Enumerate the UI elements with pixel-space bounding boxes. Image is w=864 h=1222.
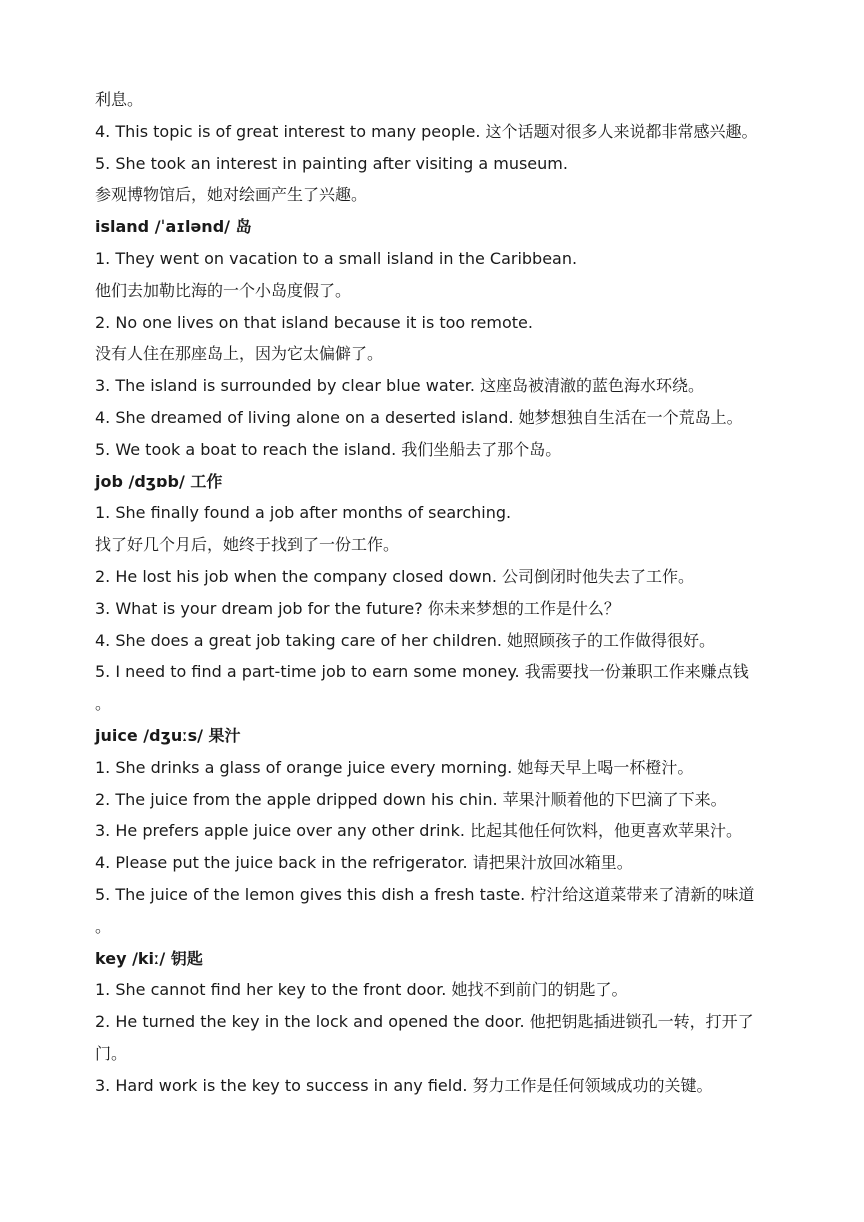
- example-sentence: 3. Hard work is the key to success in any field. 努力工作是任何领域成功的关键。: [95, 1075, 713, 1095]
- example-sentence: 3. The island is surrounded by clear blue water. 这座岛被清澈的蓝色海水环绕。: [95, 376, 705, 396]
- vocab-heading-island: island /ˈaɪlənd/ 岛: [95, 217, 252, 237]
- document-page: [95, 84, 785, 1102]
- example-sentence: 2. The juice from the apple dripped down his chin. 苹果汁顺着他的下巴滴了下来。: [95, 789, 727, 809]
- example-sentence: 5. She took an interest in painting after visiting a museum.: [95, 153, 568, 173]
- translation-line: 没有人住在那座岛上，因为它太偏僻了。: [95, 344, 384, 364]
- example-sentence: 4. She does a great job taking care of her children. 她照顾孩子的工作做得很好。: [95, 630, 716, 650]
- text-line: 。: [95, 916, 112, 936]
- example-sentence: 1. They went on vacation to a small island in the Caribbean.: [95, 248, 578, 268]
- example-sentence: 5. I need to find a part-time job to earn some money. 我需要找一份兼职工作来赚点钱: [95, 662, 749, 682]
- vocab-heading-key: key /kiː/ 钥匙: [95, 948, 203, 968]
- example-sentence: 4. Please put the juice back in the refrigerator. 请把果汁放回冰箱里。: [95, 853, 633, 873]
- example-sentence: 3. What is your dream job for the future? 你未来梦想的工作是什么？: [95, 598, 620, 618]
- translation-line: 参观博物馆后，她对绘画产生了兴趣。: [95, 185, 368, 205]
- example-sentence: 1. She finally found a job after months of searching.: [95, 503, 512, 523]
- example-sentence: 4. This topic is of great interest to many people. 这个话题对很多人来说都非常感兴趣。: [95, 121, 758, 141]
- example-sentence: 4. She dreamed of living alone on a deserted island. 她梦想独自生活在一个荒岛上。: [95, 407, 743, 427]
- example-sentence: 5. The juice of the lemon gives this dish a fresh taste. 柠汁给这道菜带来了清新的味道: [95, 884, 755, 904]
- example-sentence: 3. He prefers apple juice over any other drink. 比起其他任何饮料，他更喜欢苹果汁。: [95, 821, 743, 841]
- example-sentence: 2. He turned the key in the lock and opened the door. 他把钥匙插进锁孔一转，打开了: [95, 1012, 754, 1032]
- example-sentence: 2. He lost his job when the company closed down. 公司倒闭时他失去了工作。: [95, 566, 694, 586]
- example-sentence: 1. She cannot find her key to the front door. 她找不到前门的钥匙了。: [95, 980, 628, 1000]
- vocab-heading-juice: juice /dʒuːs/ 果汁: [95, 725, 241, 745]
- text-line: 门。: [95, 1043, 128, 1063]
- example-sentence: 2. No one lives on that island because it is too remote.: [95, 312, 533, 332]
- vocab-heading-job: job /dʒɒb/ 工作: [95, 471, 223, 491]
- example-sentence: 1. She drinks a glass of orange juice every morning. 她每天早上喝一杯橙汁。: [95, 757, 694, 777]
- translation-line: 他们去加勒比海的一个小岛度假了。: [95, 280, 352, 300]
- text-line: 。: [95, 694, 112, 714]
- example-sentence: 5. We took a boat to reach the island. 我们坐船去了那个岛。: [95, 439, 562, 459]
- text-line: 利息。: [95, 90, 144, 109]
- translation-line: 找了好几个月后，她终于找到了一份工作。: [95, 535, 400, 555]
